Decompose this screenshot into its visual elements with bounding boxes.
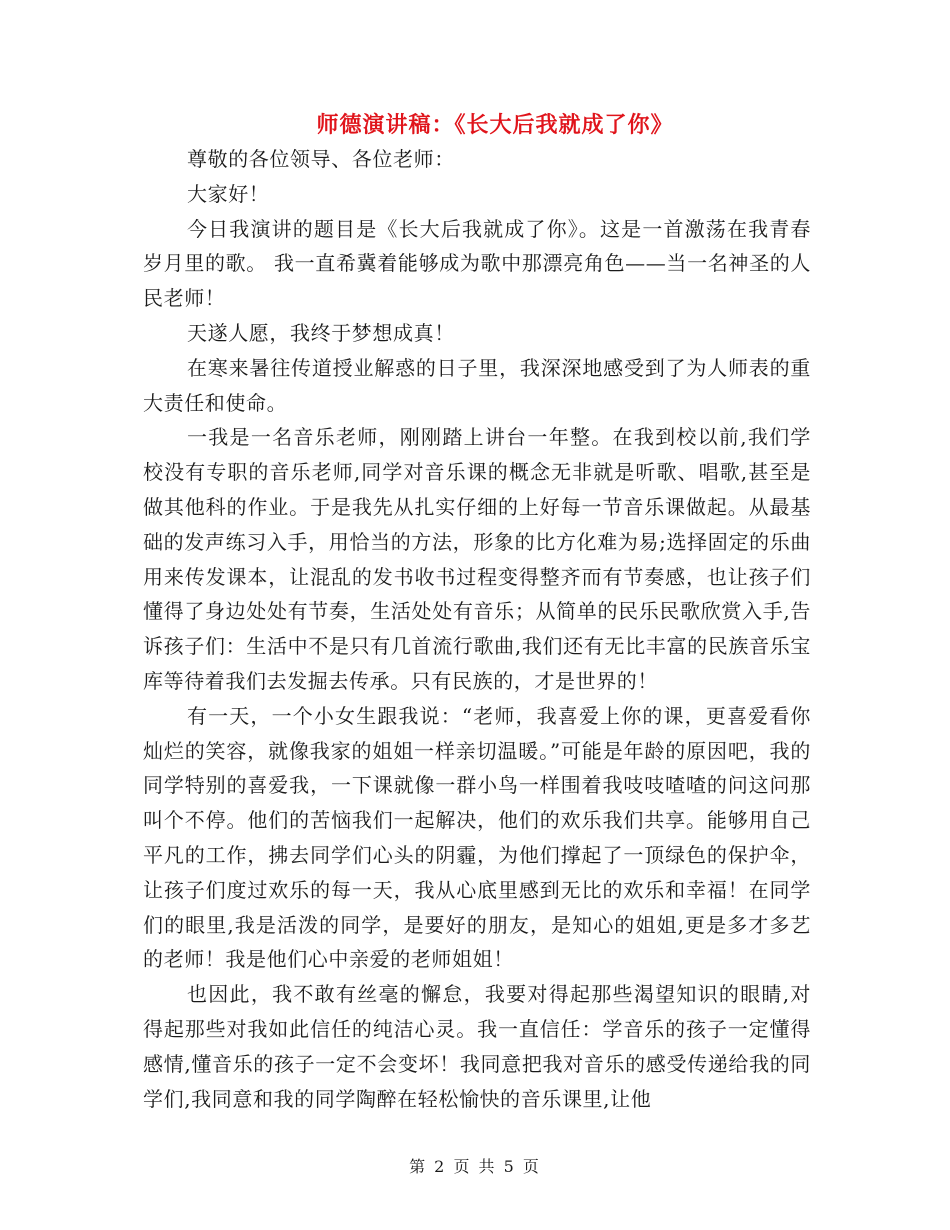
salutation-paragraph: 尊敬的各位领导、各位老师： <box>187 147 455 171</box>
body-paragraph: 今日我演讲的题目是《长大后我就成了你》。这是一首激荡在我青春岁月里的歌。 我一直希冀着能够成为歌中那漂亮角色——当一名神圣的人民老师！ <box>143 216 811 311</box>
page-number-footer: 第 2 页 共 5 页 <box>409 1157 541 1176</box>
greeting-paragraph: 大家好！ <box>187 181 270 206</box>
document-body <box>143 142 811 1116</box>
body-paragraph: 有一天，一个小女生跟我说：“老师，我喜爱上你的课，更喜爱看你灿烂的笑容，就像我家的姐姐一样亲切温暖。”可能是年龄的原因吧，我的同学特别的喜爱我，一下课就像一群小鸟一样围着我吱吱喳喳的问这问那叫个不停。他们的苦恼我们一起解决，他们的欢乐我们共享。能够用自己平凡的工作，拂去同学们心头的阴霾，为他们撑起了一顶绿色的保护伞，让孩子们度过欢乐的每一天，我从心底里感到无比的欢乐和幸福！在同学们的眼里,我是活泼的同学，是要好的朋友，是知心的姐姐,更是多才多艺的老师！我是他们心中亲爱的老师姐姐！ <box>143 703 811 972</box>
body-paragraph: 也因此，我不敢有丝毫的懈怠，我要对得起那些渴望知识的眼睛,对得起那些对我如此信任的纯洁心灵。我一直信任：学音乐的孩子一定懂得感情,懂音乐的孩子一定不会变坏！我同意把我对音乐的感受传递给我的同学们,我同意和我的同学陶醉在轻松愉快的音乐课里,让他 <box>143 982 811 1111</box>
body-paragraph: 一我是一名音乐老师，刚刚踏上讲台一年整。在我到校以前,我们学校没有专职的音乐老师,同学对音乐课的概念无非就是听歌、唱歌,甚至是做其他科的作业。于是我先从扎实仔细的上好每一节音乐课做起。从最基础的发声练习入手，用恰当的方法，形象的比方化难为易;选择固定的乐曲用来传发课本，让混乱的发书收书过程变得整齐而有节奏感，也让孩子们懂得了身边处处有节奏，生活处处有音乐；从简单的民乐民歌欣赏入手,告诉孩子们：生活中不是只有几首流行歌曲,我们还有无比丰富的民族音乐宝库等待着我们去发掘去传承。只有民族的，才是世界的！ <box>143 425 811 693</box>
body-paragraph: 在寒来暑往传道授业解惑的日子里，我深深地感受到了为人师表的重大责任和使命。 <box>143 355 811 415</box>
document-title: 师德演讲稿：《长大后我就成了你》 <box>316 112 674 138</box>
body-paragraph: 天遂人愿，我终于梦想成真！ <box>187 320 455 345</box>
